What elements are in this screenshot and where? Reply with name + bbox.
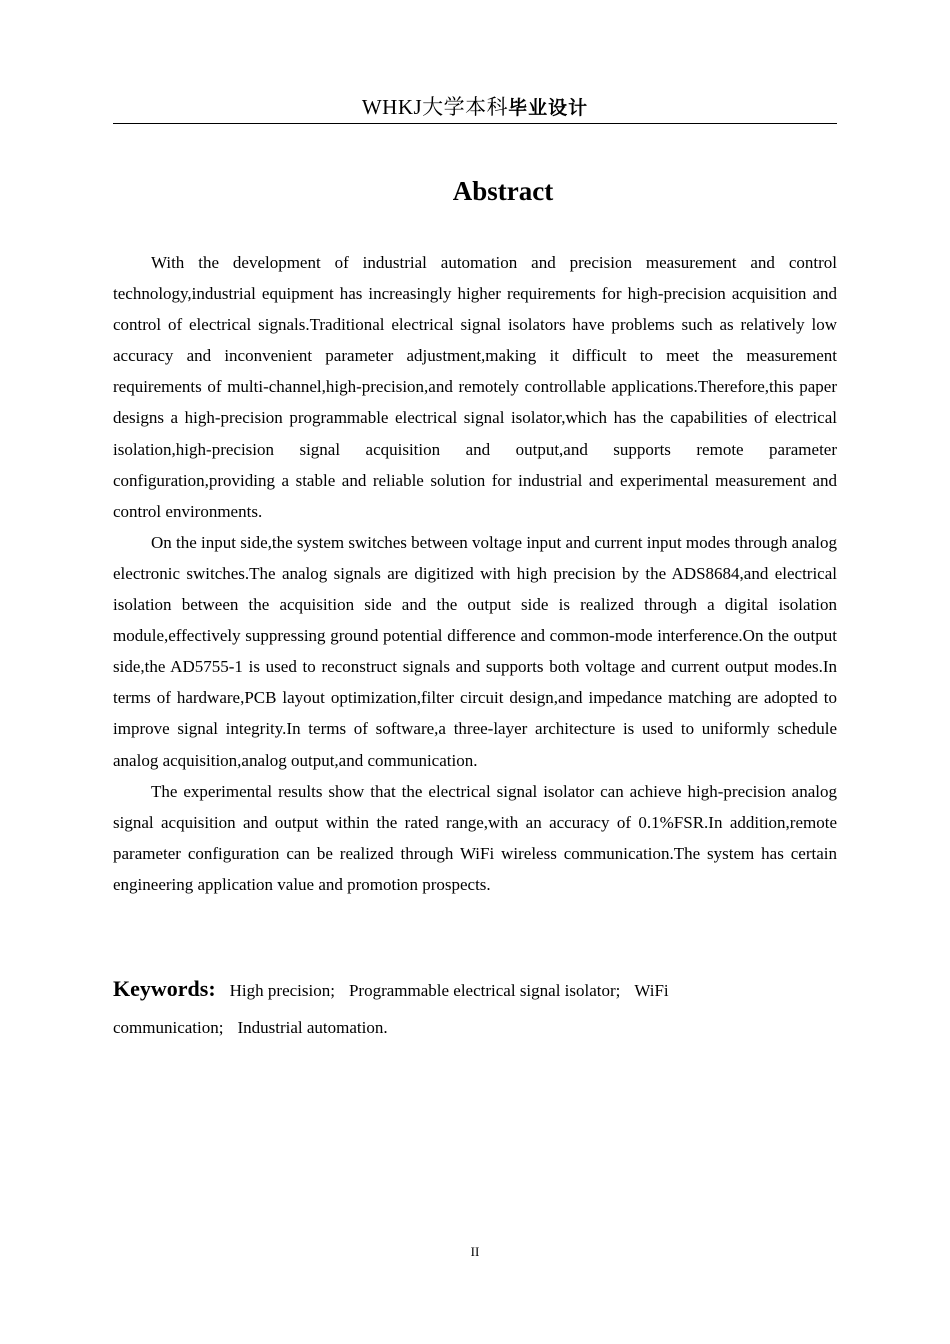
page-number: II xyxy=(470,1244,480,1259)
abstract-paragraph: On the input side,the system switches between voltage input and current input modes through analog electronic switches.The analog signals are digitized with high precision by the ADS8684,and electrical isolation between the acquisition side and the output side is realized through a digital isolation module,effectively suppressing ground potential difference and common-mode interference.On the output side,the AD5755-1 is used to reconstruct signals and supports both voltage and current output modes.In terms of hardware,PCB layout optimization,filter circuit design,and impedance matching are adopted to improve signal integrity.In terms of software,a three-layer architecture is used to uniformly schedule analog acquisition,analog output,and communication. xyxy=(113,532,837,770)
abstract-paragraph: The experimental results show that the electrical signal isolator can achieve high-precision analog signal acquisition and output within the rated range,with an accuracy of 0.1%FSR.In addition,remote parameter configuration can be realized through WiFi wireless communication.The system has certain engineering application value and promotion prospects. xyxy=(113,781,837,894)
abstract-body xyxy=(113,247,837,900)
keyword-item: Programmable electrical signal isolator; xyxy=(348,981,621,1000)
header-title: WHKJ大学本科 xyxy=(361,95,509,119)
keyword-item: WiFi xyxy=(634,981,669,1000)
header-subtitle: 毕业设计 xyxy=(508,98,589,119)
keywords-line-2 xyxy=(113,1009,837,1046)
keyword-item: communication; xyxy=(113,1018,224,1037)
keywords-colon: : xyxy=(208,976,216,1001)
keywords-section xyxy=(113,970,837,1046)
keywords-label: Keywords xyxy=(113,976,209,1001)
page-header xyxy=(113,93,837,123)
abstract-heading: Abstract xyxy=(452,176,554,206)
header-rule xyxy=(113,123,837,124)
keyword-item: Industrial automation. xyxy=(237,1018,388,1037)
abstract-paragraph: With the development of industrial automation and precision measurement and control technology,industrial equipment has increasingly higher requirements for high-precision acquisition and control of electrical signals.Traditional electrical signal isolators have problems such as relatively low accuracy and inconvenient parameter adjustment,making it difficult to meet the measurement requirements of multi-channel,high-precision,and remotely controllable applications.Therefore,this paper designs a high-precision programmable electrical signal isolator,which has the capabilities of electrical isolation,high-precision signal acquisition and output,and supports remote parameter configuration,providing a stable and reliable solution for industrial and experimental measurement and control environments. xyxy=(113,253,837,521)
keyword-item: High precision; xyxy=(229,981,335,1000)
